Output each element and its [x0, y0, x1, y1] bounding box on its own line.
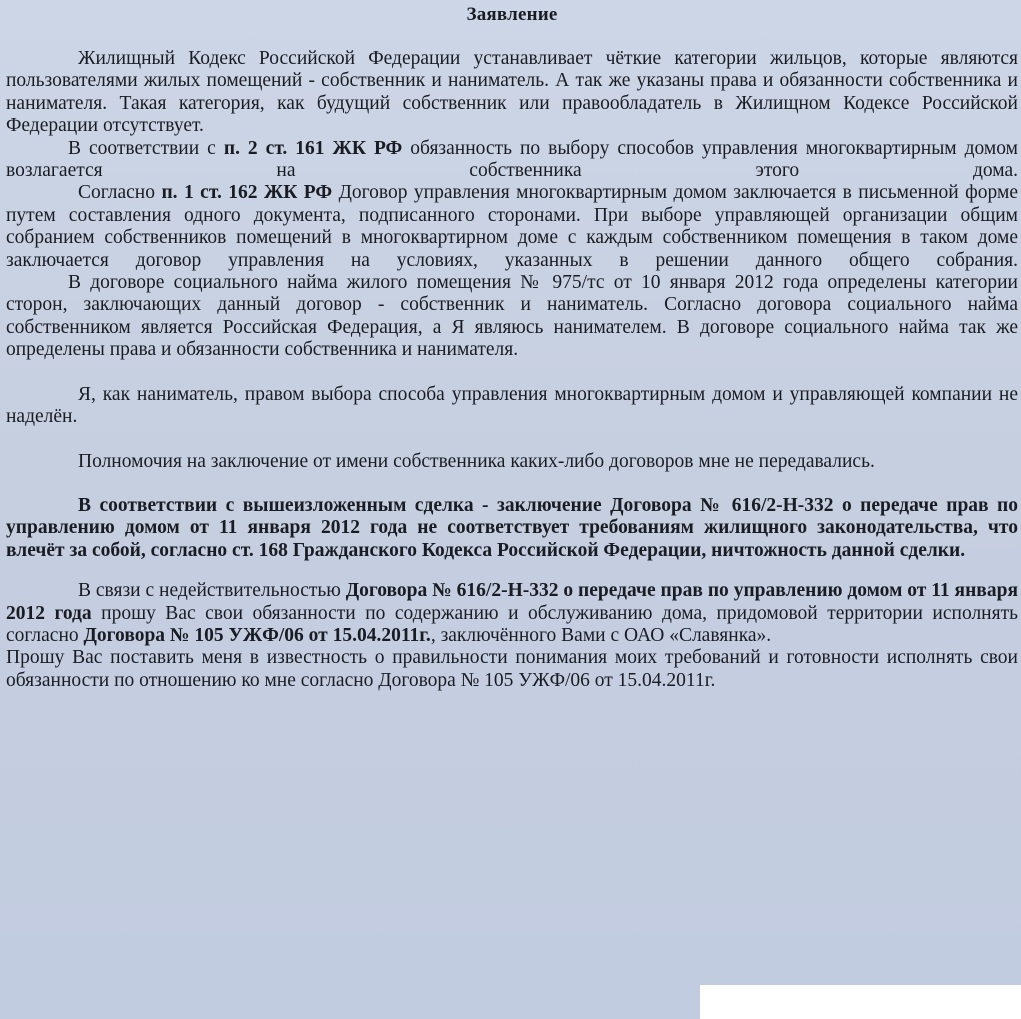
spacer [6, 429, 1018, 451]
spacer [6, 362, 1018, 384]
contract-reference: Договора № 616/2-Н-332 о передаче прав по управлению домом от 11 января 2012 года [6, 580, 1018, 624]
paragraph-conclusion: В соответствии с вышеизложенным сделка - заключение Договора № 616/2-Н-332 о передаче прав по управлению домом от 11 января 2012 года не соответствует требованиям жилищного законодательства, что влечёт за собой, согласно ст. 168 Гражданского Кодекса Российской Федерации, ничтожность данной сделки. [6, 494, 1018, 561]
paragraph-article-161 [6, 138, 1018, 183]
paragraph-tenant-rights: Я, как наниматель, правом выбора способа управления многоквартирным домом и управляющей компании не наделён. [6, 383, 1018, 428]
spacer [6, 473, 1018, 495]
document-body [6, 0, 1018, 692]
paragraph-article-162 [6, 182, 1018, 272]
paragraph-housing-code: Жилищный Кодекс Российской Федерации устанавливает чёткие категории жильцов, которые являются пользователями жилых помещений - собственник и наниматель. А так же указаны права и обязанности собственника и нанимателя. Такая категория, как будущий собственник или правообладатель в Жилищном Кодексе Российской Федерации отсутствует. [6, 48, 1018, 137]
paragraph-social-tenancy: В договоре социального найма жилого помещения № 975/тс от 10 января 2012 года определены категории сторон, заключающих данный договор - собственник и наниматель. Согласно договора социального найма собственником является Российская Федерация, а Я являюсь нанимателем. В договоре социального найма так же определены права и обязанности собственника и нанимателя. [6, 272, 1018, 361]
legal-reference: п. 1 ст. 162 ЖК РФ [161, 182, 333, 204]
blank-corner [700, 985, 1021, 1019]
paragraph-text: прошу Вас свои обязанности по содержанию и обслуживанию дома, придомовой территории исполнять согласно [6, 602, 1019, 646]
paragraph-text: , заключённого Вами с ОАО «Славянка». [430, 624, 772, 646]
paragraph-authority: Полномочия на заключение от имени собственника каких-либо договоров мне не передавались. [78, 450, 875, 472]
paragraph-request [6, 580, 1018, 647]
paragraph-text: В соответствии с [68, 137, 224, 159]
document-title: Заявление [466, 4, 558, 25]
paragraph-text: Согласно [78, 182, 162, 204]
paragraph-text: обязанность по выбору способов управления многоквартирным домом возлагается на собственника этого дома. [6, 137, 1018, 182]
paragraph-text: В связи с недействительностью [78, 580, 346, 602]
spacer [6, 562, 1018, 580]
paragraph-notification-request: Прошу Вас поставить меня в известность о правильности понимания моих требований и готовности исполнять свои обязанности по отношению ко мне согласно Договора № 105 УЖФ/06 от 15.04.2011г. [6, 647, 1018, 691]
contract-reference: Договора № 105 УЖФ/06 от 15.04.2011г. [83, 624, 431, 646]
paragraph-text: Договор управления многоквартирным домом заключается в письменной форме путем составления одного документа, подписанного сторонами. При выборе управляющей организации общим собранием собственников помещений в многоквартирном доме с каждым собственником помещения в таком доме заключается договор управления на условиях, указанных в решении данного общего собрания. [6, 182, 1019, 271]
legal-reference: п. 2 ст. 161 ЖК РФ [223, 137, 403, 159]
